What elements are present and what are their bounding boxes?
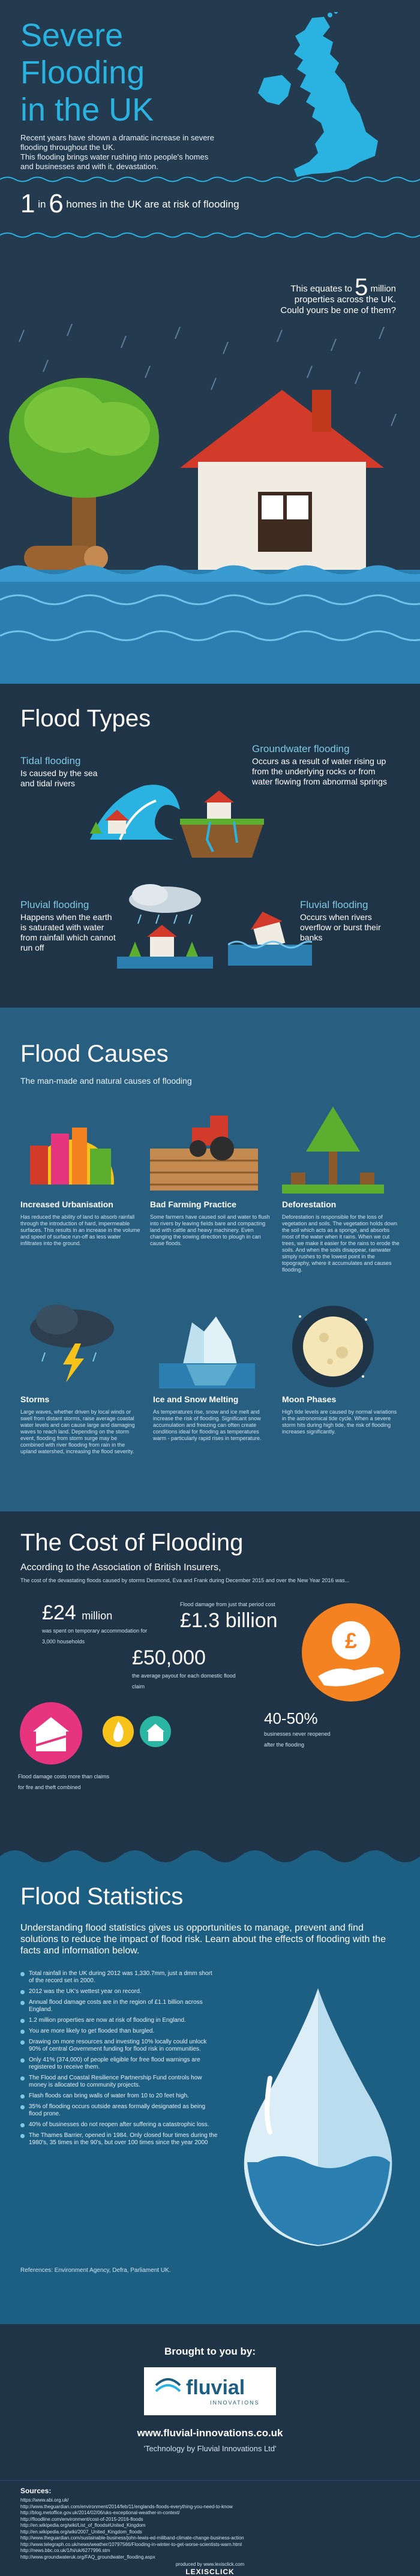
deforestation-tree-icon: [282, 1104, 384, 1194]
n5-desc: Flood damage costs more than claims for fire and theft combined: [18, 1774, 110, 1790]
list-item: You are more likely to get flooded than burgled.: [20, 2028, 218, 2035]
stat1-big-a: 1: [20, 189, 35, 218]
stats-intro: Understanding flood statistics gives us opportunities to manage, prevent and find solutions to reduce the impact of flood risk. Learn about the effects of flooding with the facts and information below.: [20, 1923, 386, 1956]
stat2-big: 5: [355, 274, 368, 300]
moon-body: High tide levels are caused by normal variations in the astronomical tide cycle. When a severe storm hits during high tide, the risk of flooding increases significantly.: [282, 1409, 397, 1435]
groundwater-icon: [174, 786, 270, 864]
ice-heading: Ice and Snow Melting: [153, 1394, 239, 1404]
n2-pre: Flood damage from just that period cost: [180, 1601, 275, 1607]
fluvial-logo-mark-icon: [144, 2367, 276, 2415]
farming-heading: Bad Farming Practice: [150, 1200, 236, 1209]
list-item: Total rainfall in the UK during 2012 was 1,330.7mm, just a dmm short of the record set in 2000.: [20, 1970, 218, 1985]
water-drop-icon: [234, 1988, 402, 2252]
source-link[interactable]: http://news.bbc.co.uk/1/hi/uk/6277996.stm: [20, 2548, 110, 2553]
produced-by: produced by www.lexisclick.com: [175, 2562, 245, 2567]
cause-deforestation: [282, 1200, 402, 1273]
n4-value: 40-50%: [264, 1709, 318, 1727]
groundwater-flooding: [252, 744, 396, 787]
cause-moon-phases: [282, 1394, 402, 1435]
flooded-house-illustration: [0, 324, 420, 684]
ice-body: As temperatures rise, snow and ice melt and increase the risk of flooding. Significant snow accumulation and freezing can often create conditions ideal for flooding as temperatures warm - particularly rapid rises in temperature.: [153, 1409, 262, 1441]
cause-urbanisation: [20, 1200, 140, 1247]
sources-list: [20, 2497, 244, 2560]
sources-heading: Sources:: [20, 2487, 52, 2495]
stat2-unit: million: [370, 284, 396, 294]
fluvial-heading: Fluvial flooding: [300, 899, 368, 910]
cost-24-million: [42, 1601, 162, 1646]
n3-value: £50,000: [132, 1646, 206, 1669]
cost-section: [0, 1511, 420, 1868]
stat1-text: homes in the UK are at risk of flooding: [66, 199, 239, 210]
stat1-in: in: [38, 199, 46, 210]
fluvial-house-icon: [228, 900, 312, 966]
flood-causes-title: Flood Causes: [20, 1041, 169, 1067]
stat2-line3: Could yours be one of them?: [280, 305, 396, 315]
flood-causes-section: [0, 1008, 420, 1511]
cost-40-50-percent: [264, 1709, 336, 1750]
source-link[interactable]: http://www.groundwateruk.org/FAQ_groundwater_flooding.aspx: [20, 2554, 155, 2560]
source-link[interactable]: http://floodline.com/environment/cost-of-2015-2016-floods: [20, 2516, 143, 2522]
fluvial-body: Occurs when rivers overflow or burst their banks: [300, 912, 381, 942]
tractor-icon: [150, 1107, 258, 1191]
cause-farming: [150, 1200, 270, 1247]
hero-intro: [20, 133, 218, 172]
pluvial-cloud-icon: [117, 882, 213, 972]
pluvial-heading: Pluvial flooding: [20, 899, 89, 910]
tidal-wave-icon: [84, 774, 186, 846]
fluvial-flooding: [300, 900, 402, 943]
flood-causes-subtitle: The man-made and natural causes of flooding: [20, 1076, 192, 1086]
logo-text: fluvial: [186, 2376, 245, 2399]
moon-heading: Moon Phases: [282, 1394, 337, 1404]
source-link[interactable]: https://www.abi.org.uk/: [20, 2497, 69, 2503]
stats-list: [20, 1970, 218, 2150]
damaged-house-icon: [18, 1700, 84, 1766]
title-line-1: Severe: [20, 17, 124, 53]
flood-types-title: Flood Types: [20, 705, 151, 732]
hero-section: [0, 0, 420, 684]
theft-icon: [139, 1715, 172, 1748]
pluvial-body: Happens when the earth is saturated with water from rainfall which cannot run off: [20, 912, 116, 952]
uk-map-icon: [240, 12, 396, 192]
website-link[interactable]: www.fluvial-innovations.co.uk: [137, 2427, 283, 2439]
tidal-heading: Tidal flooding: [20, 755, 81, 767]
storms-heading: Storms: [20, 1394, 50, 1404]
iceberg-icon: [159, 1310, 255, 1388]
cost-50000: [132, 1646, 240, 1691]
cost-title: The Cost of Flooding: [20, 1529, 244, 1556]
tagline: 'Technology by Fluvial Innovations Ltd': [143, 2444, 277, 2453]
urbanisation-body: Has reduced the ability of land to absorb rainfall through the introduction of hard, impermeable surfaces. This results in an increase in the volume and speed of surface run-off as less water infiltrates into the ground.: [20, 1214, 140, 1246]
stat2-pre: This equates to: [290, 284, 352, 294]
n1-value: £24: [42, 1601, 76, 1624]
storms-body: Large waves, whether driven by local winds or swell from distant storms, raise average coastal water levels and can cause large and damaging waves to reach land. Depending on the storm event, flooding from storm surge may be combined with river flooding from rain in the upland watershed, increasing the flood severity.: [20, 1409, 135, 1454]
page-title: [20, 17, 154, 128]
groundwater-heading: Groundwater flooding: [252, 743, 350, 755]
brought-label: Brought to you by:: [164, 2346, 256, 2357]
tidal-body: Is caused by the sea and tidal rivers: [20, 768, 98, 788]
n3-desc: the average payout for each domestic flood claim: [132, 1673, 236, 1690]
n1-desc: was spent on temporary accommodation for 3,000 households: [42, 1628, 148, 1645]
list-item: Drawing on more resources and investing 10% locally could unlock 90% of central Government funding for flood risk in communities.: [20, 2039, 218, 2053]
fluvial-logo[interactable]: [144, 2367, 276, 2415]
wave-divider-icon: [0, 1844, 420, 1868]
source-link[interactable]: http://www.telegraph.co.uk/news/weather/10797566/Flooding-in-winter-to-get-worse-scientists-warn.html: [20, 2541, 242, 2547]
storm-cloud-icon: [24, 1301, 120, 1385]
wave-divider-icon: [0, 231, 420, 239]
pound-symbol: £: [344, 1628, 358, 1653]
list-item: 40% of businesses do not reopen after suffering a catastrophic loss.: [20, 2121, 218, 2129]
stat-one-in-six: [20, 189, 239, 219]
source-link[interactable]: http://en.wikipedia.org/wiki/2007_United_Kingdom_floods: [20, 2529, 142, 2535]
n1-unit: million: [82, 1610, 113, 1622]
title-line-3: in the UK: [20, 92, 154, 128]
stats-references: References: Environment Agency, Defra, Parliament UK.: [20, 2267, 171, 2274]
cause-storms: [20, 1394, 140, 1455]
stats-section: [0, 1868, 420, 2324]
cost-fire-theft: [18, 1771, 114, 1792]
hero-intro-1: Recent years have shown a dramatic increase in severe flooding throughout the UK.: [20, 133, 214, 152]
farming-body: Some farmers have caused soil and water to flush into rivers by leaving fields bare and compacting land with cattle and heavy machinery. Even changing the sowing direction to plough in can cause floods.: [150, 1214, 270, 1246]
list-item: The Thames Barrier, opened in 1984. Only closed four times during the 1980's, 35 times in the 90's, but over 100 times since the year 2000: [20, 2132, 218, 2147]
fire-icon: [102, 1715, 135, 1748]
deforestation-heading: Deforestation: [282, 1200, 337, 1209]
urbanisation-icon: [18, 1104, 126, 1194]
list-item: Flash floods can bring walls of water from 10 to 20 feet high.: [20, 2093, 218, 2100]
source-link[interactable]: http://en.wikipedia.org/wiki/List_of_floods#United_Kingdom: [20, 2523, 146, 2528]
lexisclick-logo[interactable]: LEXISCLICK: [185, 2568, 235, 2576]
list-item: Annual flood damage costs are in the region of £1.1 billion across England.: [20, 1999, 218, 2013]
list-item: 2012 was the UK's wettest year on record.: [20, 1988, 218, 1995]
logo-subtext: INNOVATIONS: [210, 2400, 260, 2406]
cost-1-3-billion: [180, 1598, 300, 1633]
list-item: 1.2 million properties are now at risk of flooding in England.: [20, 2017, 218, 2024]
cost-subtitle: According to the Association of British Insurers,: [20, 1562, 221, 1573]
n4-desc: businesses never reopened after the flooding: [264, 1731, 331, 1748]
urbanisation-heading: Increased Urbanisation: [20, 1200, 113, 1209]
wave-divider-icon: [0, 175, 420, 184]
sources-section: [0, 2480, 420, 2576]
list-item: Only 41% (374,000) of people eligible for free flood warnings are registered to receive them.: [20, 2057, 218, 2071]
list-item: 35% of flooding occurs outside areas formally designated as being flood prone.: [20, 2103, 218, 2118]
source-link[interactable]: http://www.theguardian.com/environment/2014/feb/11/englands-floods-everything-you-need-to-know: [20, 2503, 233, 2509]
flood-types-section: [0, 684, 420, 1008]
stat1-big-b: 6: [49, 189, 64, 218]
stat-five-million: [210, 274, 396, 316]
cause-ice-snow: [153, 1394, 273, 1442]
brought-section: [0, 2324, 420, 2480]
title-line-2: Flooding: [20, 55, 145, 91]
money-hand-icon: [300, 1601, 402, 1703]
stats-title: Flood Statistics: [20, 1883, 184, 1910]
pluvial-flooding: [20, 900, 116, 953]
deforestation-body: Deforestation is responsible for the loss of vegetation and soils. The vegetation holds down the soil which acts as a sponge, and absorbs most of the water when it rains. When we cut trees, we make it easier for the rains to erode the soils. And when the soils disappear, rainwater simply rushes to the lowest point in the topography, where it accumulates and causes flooding.: [282, 1214, 400, 1273]
cost-subtitle-2: The cost of the devastating floods caused by storms Desmond, Eva and Frank during December 2015 and over the New Year 2016 was...: [20, 1577, 350, 1583]
hero-intro-2: This flooding brings water rushing into people's homes and businesses and with it, devastation.: [20, 152, 209, 171]
n2-value: £1.3 billion: [180, 1609, 278, 1632]
stat2-line2: properties across the UK.: [294, 294, 396, 305]
moon-icon: [288, 1301, 378, 1391]
list-item: The Flood and Coastal Resilience Partnership Fund controls how money is allocated to community projects.: [20, 2075, 218, 2089]
source-link[interactable]: http://www.theguardian.com/sustainable-business/john-lewis-ed-miliband-climate-change-business-action: [20, 2535, 244, 2541]
groundwater-body: Occurs as a result of water rising up from the underlying rocks or from water flowing from abnormal springs: [252, 756, 387, 786]
source-link[interactable]: http://blog.metoffice.gov.uk/2014/02/06/uks-exceptional-weather-in-context/: [20, 2510, 180, 2515]
